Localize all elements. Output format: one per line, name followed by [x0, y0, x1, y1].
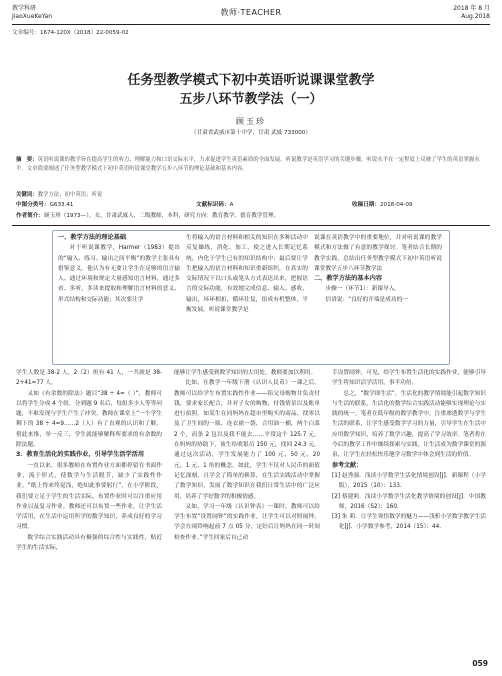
body-column-3 — [332, 368, 486, 533]
author-bio-text: 顾玉珍（1973—），女，甘肃武威人，二级教师，本科，研究方向：教育教学、德育教学管理。 — [43, 213, 280, 219]
doc-code: 文献标识码：A — [196, 202, 234, 208]
keywords-label: 关键词： — [16, 192, 38, 198]
paragraph: 又如《有余数的除法》题目“38 ÷ 4=（ ）”，教师可以将学生分成 4 个组，分到题 9 名后，每组多少人等等问题，不难发现与学生产生了冲突，教师在课堂上“一个学生剩下的 38 ÷ 4=9……2（人）有了直观的认识和了解。借此来推，举一反三，学生就能够解释所要求的有余数的除法题。 — [16, 390, 162, 449]
paragraph: 对于听说课教学，Harmer（1983）提出的“输入、练习、输出之间平衡”的教学主张具有借鉴意义。他认为有无要让学生在足够的语言输入、通过环境和规定大量感知语言材料，通过多看、多听，多读来提取和理解语言材料的意义、形式结构和交际功能；其次要让学 — [58, 245, 180, 303]
paragraph: 一直以来，很多教师在布置作业方面都停留在书面作业，流于形式，使数学与生活脱节，缺少了实践性作业。“纸上得来终觉浅，绝知此事要躬行”，在小学阶段，我们要立足于学生的生活实际，布置作业时可以注重应用作业以及复习作业。教师还可以布置一些作业，让学生活学活用，在生活中运用所学的数学知识，养成良好的学习习惯。 — [16, 462, 162, 531]
section-heading-content: 二、教学方法的基本内容 — [314, 275, 383, 283]
author-affiliation: （甘肃省武威市第十中学，甘肃 武威 733000） — [190, 130, 311, 136]
subsection-heading: 3．教育生活化的实践作业，引导学生活学活用 — [16, 451, 145, 459]
classification-row — [16, 200, 486, 210]
received-date: 收稿日期：2018-04-09 — [352, 202, 413, 208]
article-title-line1: 任务型教学模式下初中英语听说课课堂教学 — [127, 73, 375, 88]
keywords-text: 教学方法；初中英语；听说 — [37, 192, 103, 198]
reference-item: [1] 赵秀强．浅谈小学数学生活化情境创设[J]．新课程（小学版），2015（10）：133. — [332, 472, 486, 490]
paragraph: 比如，在教学一年级下册《认识人民币》一课之后，教师可以给学生布置实践性作业——陪父母购物并负责付钱，要求家长配合，并对子女的购物、付钱情景以及账单进行拍照。如某生在同妈妈在超市里购买的商品、找零以及了卫生间的一瓶、连衣裙一袋，合用油一桶，两个白菜 2 个，而条 2 包以及我不能去……平常这个 125.7 元，在妈妈的协助下，该生给收银员 150 元，找回 24.3 元。通过这次活动，学生发展能力了 100 元、50 元、20 元、1 元、1 角的概念。如此，学生不仅对人民币的面值记忆深刻，且学会了简单的换算，在生活实践活动中掌握了数学知识，发展了数学知识在我们日常生活中的广泛应用，培养了学好数学的积极情感。 — [174, 380, 320, 500]
intro-column-3 — [314, 233, 442, 305]
paragraph: 手设置闹钟，可见，给学生布置生活化的实践作业，能够引导学生将知识活学活用，事半功倍。 — [332, 370, 486, 387]
paragraph: 数学综合实践活动具有极强的综合性与实践性，贴近学生的生活实际， — [16, 534, 162, 552]
issue-date — [453, 5, 490, 21]
paragraph: 说课在英语教学中的重要地位，并对听说课的教学模式和方法做了有意的教学探讨。笔者结合长期的教学实践，总结出任务型教学模式下初中英语听说课堂教学五步八环节教学法 — [314, 235, 442, 272]
running-header — [0, 0, 502, 26]
paragraph: 学生人数是 38-2 人，2（2）班有 41 人，一共就是 38-2+41=77 人。 — [16, 370, 162, 387]
journal-name-cn: 教学科研 — [12, 5, 37, 12]
abstract-label: 摘 要： — [16, 157, 38, 163]
header-rule — [12, 24, 490, 25]
author-name: 顾玉珍 — [236, 117, 266, 126]
paragraph: 生将输入的语言材料和相关的知识在多种活动中反复操练，消化、加工，使之进入长期记忆系统，内化于学生已有的知识结构中；最后要让学生把输入的语言材料和知识重新组织，在真实的交际情况下以口头或笔头方式表达出来，把握语言的交际功能，有效地完成信息、输入、感收、输出，环环相扣，循环往复，组成有机整体，平衡发展。听说课堂教学是 — [186, 235, 308, 314]
keywords — [16, 190, 102, 198]
paragraph: 能够让学生感受到数学知识的大用处，教师要加以利用。 — [174, 370, 317, 376]
paragraph: 信讲说：“良好的开端是成功的一 — [325, 296, 408, 303]
author-bio — [16, 211, 279, 219]
references-heading: 参考文献： — [332, 461, 363, 469]
body-column-2 — [174, 368, 320, 543]
journal-brand: 教师·TEACHER — [220, 8, 282, 17]
paragraph: 又如，学习一年级《认识钟表》一课时，教师可以给学生布置“设置闹钟”的实践作业，让学生可以对照闹钟，学会在闹铃响起前 7 点 05 分，定好后让妈妈在同一时间检查作业。”学生回家后自己动 — [174, 503, 320, 541]
abstract-text: 英语听说课的教学旨在提高学生的听力、理解能力和口语交际水平，力求促进学生英语素质的全面发展。听说教学是英语学习的关键步骤，听说水平在一定程度上反映了学生的英语掌握水平。文章简要阐述了任务型教学模式下初中英语听说课堂教学五步八环节的理论基础和基本内容。 — [16, 157, 480, 173]
journal-name-en: JiaoXueKeYan — [12, 13, 53, 20]
clc-code: 中图分类号：G633.41 — [16, 202, 74, 208]
section-heading-theory: 一、教学方法的理论基础 — [58, 234, 127, 241]
intro-column-2 — [186, 233, 308, 315]
section-divider — [12, 225, 490, 226]
reference-item: [2] 蔡建莉．浅谈小学数学生活化教学情境的创设[J]．中国教师，2016（S2）：160. — [332, 493, 486, 510]
article-title-line2: 五步八环节教学法（一） — [179, 92, 323, 107]
reference-item: [3] 朱 莉．让学生领悟数学的魅力——浅析小学数学教学生活化[J]．小学数学参考，2014（15）：44. — [332, 514, 486, 531]
intro-column-1 — [58, 233, 180, 305]
body-column-1 — [16, 368, 162, 553]
paragraph: 步骤一（环节1）：新课导入。 — [325, 286, 401, 293]
paragraph: 总之，“数学即生活”，生活化的教学情境能引起数学知识与生活的联系，生活化的数学综合实践活动能够实现理论与实践的统一。笔者在低年级的数学教学中，注重渗透数学与学生生活的联系，让学生感受数学学习的力量，引导学生在生活中应用数学知识，培养了数学兴趣，提高了学习效率。笔者将在今后的教学工作中继续探索与实践，让生活成为数学课堂的源泉，让学生在轻松快乐地学习数学中体会到生活的价值。 — [332, 390, 486, 459]
issue-date-en: Aug.2018 — [461, 13, 490, 20]
page-number: 059 — [472, 659, 488, 668]
issue-date-cn: 2018 年 8 月 — [453, 5, 490, 12]
abstract — [16, 156, 486, 175]
author-bio-label: 作者简介： — [16, 213, 44, 219]
article-number: 文章编号：1674-120X（2018）22-0059-02 — [12, 30, 129, 36]
